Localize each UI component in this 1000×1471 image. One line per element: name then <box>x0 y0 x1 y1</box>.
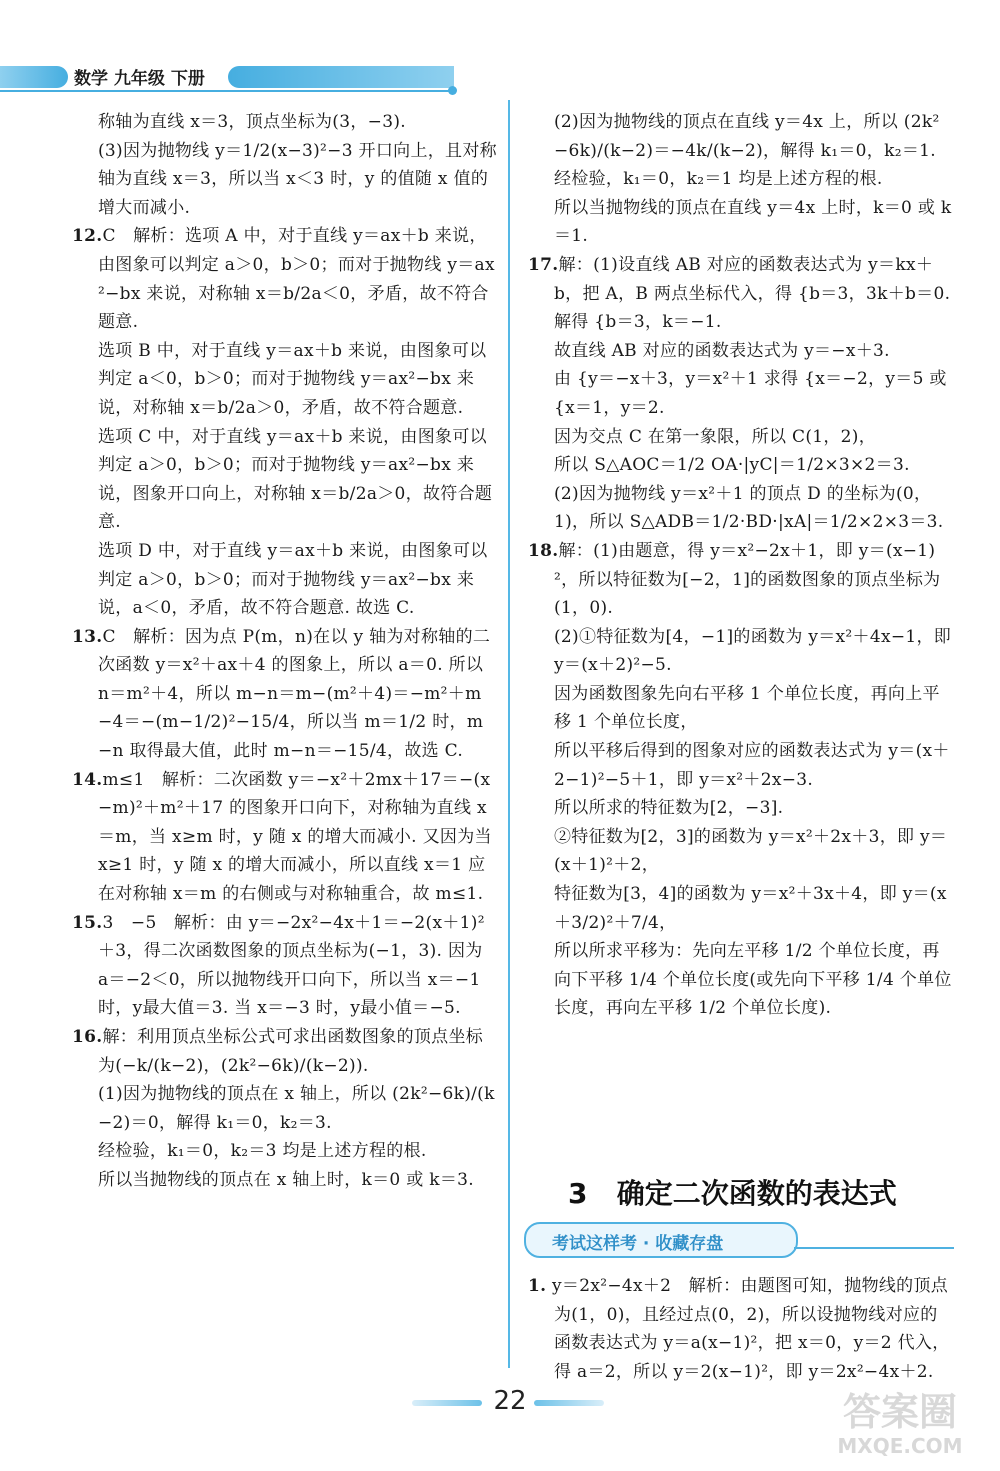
paragraph-text: 所以当抛物线的顶点在直线 y＝4x 上时，k＝0 或 k＝1. <box>554 197 952 247</box>
paragraph <box>528 623 954 680</box>
page-number: 22 <box>493 1386 527 1416</box>
header-dot <box>448 86 457 95</box>
paragraph <box>528 451 954 480</box>
paragraph <box>72 222 498 336</box>
header-rule <box>0 90 450 92</box>
paragraph-text: ②特征数为[2，3]的函数为 y＝x²＋2x＋3，即 y＝(x＋1)²＋2， <box>554 826 948 876</box>
paragraph <box>528 680 954 737</box>
paragraph-text: 称轴为直线 x＝3，顶点坐标为(3，−3). <box>98 112 406 132</box>
paragraph-text: 解：(1)设直线 AB 对应的函数表达式为 y＝kx＋b，把 A，B 两点坐标代入，得 {b＝3，3k＋b＝0. <box>554 254 951 304</box>
paragraph-text: (3)因为抛物线 y＝1/2(x−3)²−3 开口向上，且对称轴为直线 x＝3，所以当 x＜3 时，y 的值随 x 值的增大而减小. <box>98 140 497 218</box>
paragraph-text: 因为函数图象先向右平移 1 个单位长度，再向上平移 1 个单位长度， <box>554 683 940 733</box>
paragraph-text: 所以所求平移为：先向左平移 1/2 个单位长度，再向下平移 1/4 个单位长度(或先向下平移 1/4 个单位长度，再向左平移 1/2 个单位长度). <box>554 941 952 1019</box>
paragraph-text: 选项 D 中，对于直线 y＝ax＋b 来说，由图象可以判定 a＞0，b＞0；而对于抛物线 y＝ax²−bx 来说，a＜0，矛盾，故不符合题意. 故选 C. <box>98 540 488 619</box>
paragraph <box>528 794 954 823</box>
footer-deco-left <box>412 1400 482 1406</box>
paragraph-text: (1)因为抛物线的顶点在 x 轴上，所以 (2k²−6k)/(k−2)＝0，解得 k₁＝0，k₂＝3. <box>98 1084 495 1133</box>
left-column <box>72 108 498 1195</box>
watermark-top: 答案圈 <box>842 1390 957 1434</box>
question-number: 15. <box>72 912 103 933</box>
paragraph <box>72 1166 498 1195</box>
header-title: 数学 九年级 下册 <box>74 69 205 89</box>
paragraph-text: 选项 C 中，对于直线 y＝ax＋b 来说，由图象可以判定 a＞0，b＞0；而对于抛物线 y＝ax²−bx 来说，图象开口向上，对称轴 x＝b/2a＞0，故符合题意. <box>98 426 493 533</box>
paragraph <box>72 1080 498 1137</box>
section-number: 3 <box>568 1177 588 1210</box>
paragraph-text: y＝2x²−4x＋2 解析：由题图可知，抛物线的顶点为(1，0)，且经过点(0，2)，所以设抛物线对应的函数表达式为 y＝a(x−1)²，把 x＝0，y＝2 代入，得 a＝2，所以 y＝2(x−1)²，即 y＝2x²−4x＋2. <box>552 1276 950 1382</box>
paragraph-text: 所以 S△AOC＝1/2 OA·|yC|＝1/2×3×2＝3. <box>554 455 910 476</box>
header-accent-left <box>0 66 68 88</box>
exam-tag-rule <box>794 1247 954 1249</box>
paragraph-text: 解：利用顶点坐标公式可求出函数图象的顶点坐标为(−k/(k−2)，(2k²−6k)/(k−2)). <box>98 1027 484 1076</box>
paragraph-text: C 解析：因为点 P(m，n)在以 y 轴为对称轴的二次函数 y＝x²＋ax＋4 的图象上，所以 a＝0. 所以 n＝m²＋4，所以 m−n＝m−(m²＋4)＝−m²＋m−4＝−(m−1/2)²−15/4，所以当 m＝1/2 时，m−n 取得最大值，此时 m−n＝−15/4，故选 C. <box>98 626 491 762</box>
paragraph-text: 解得 {b＝3，k＝−1. <box>554 312 722 333</box>
paragraph <box>528 537 954 623</box>
paragraph-text: 特征数为[3，4]的函数为 y＝x²＋3x＋4，即 y＝(x＋3/2)²＋7/4， <box>554 884 947 933</box>
paragraph <box>528 880 954 937</box>
question-number: 16. <box>72 1027 103 1047</box>
paragraph-text: 经检验，k₁＝0，k₂＝1 均是上述方程的根. <box>554 169 883 190</box>
paragraph-text: C 解析：选项 A 中，对于直线 y＝ax＋b 来说，由图象可以判定 a＞0，b＞0；而对于抛物线 y＝ax²−bx 来说，对称轴 x＝b/2a＜0，矛盾，故不符合题意. <box>98 226 495 333</box>
page-header <box>0 58 460 92</box>
paragraph-text: 选项 B 中，对于直线 y＝ax＋b 来说，由图象可以判定 a＜0，b＞0；而对于抛物线 y＝ax²−bx 来说，对称轴 x＝b/2a＞0，矛盾，故不符合题意. <box>98 340 487 418</box>
exam-tag <box>524 1222 798 1258</box>
paragraph <box>72 1023 498 1080</box>
paragraph <box>528 423 954 452</box>
paragraph-text: 解：(1)由题意，得 y＝x²−2x＋1，即 y＝(x−1)²，所以特征数为[−2，1]的函数图象的顶点坐标为(1，0). <box>554 540 941 619</box>
paragraph-text: (2)因为抛物线的顶点在直线 y＝4x 上，所以 (2k²−6k)/(k−2)＝−4k/(k−2)，解得 k₁＝0，k₂＝1. <box>554 112 940 161</box>
paragraph <box>528 823 954 880</box>
paragraph <box>72 337 498 423</box>
paragraph-text: (2)因为抛物线 y＝x²＋1 的顶点 D 的坐标为(0，1)，所以 S△ADB＝1/2·BD·|xA|＝1/2×2×3＝3. <box>554 483 944 533</box>
paragraph <box>528 251 954 308</box>
paragraph <box>528 480 954 537</box>
paragraph-text: (2)①特征数为[4，−1]的函数为 y＝x²＋4x−1，即 y＝(x＋2)²−5. <box>554 626 952 676</box>
paragraph-text: 因为交点 C 在第一象限，所以 C(1，2)， <box>554 426 877 447</box>
paragraph <box>72 1137 498 1166</box>
paragraph <box>528 937 954 1023</box>
after-tag-block <box>528 1272 954 1386</box>
exam-tag-label: 考试这样考 · 收藏存盘 <box>552 1234 724 1254</box>
question-number: 13. <box>72 626 103 647</box>
header-accent-right <box>228 66 454 88</box>
paragraph-text: 由 {y＝−x＋3，y＝x²＋1 求得 {x＝−2，y＝5 或 {x＝1，y＝2. <box>554 369 947 418</box>
watermark-bottom: MXQE.COM <box>837 1434 963 1458</box>
paragraph-text: 所以所求的特征数为[2，−3]. <box>554 798 784 819</box>
paragraph <box>72 108 498 137</box>
paragraph <box>528 737 954 794</box>
paragraph <box>72 623 498 766</box>
paragraph <box>72 909 498 1023</box>
paragraph <box>72 537 498 623</box>
paragraph-text: 所以平移后得到的图象对应的函数表达式为 y＝(x＋2−1)²−5＋1，即 y＝x²＋2x−3. <box>554 741 950 790</box>
paragraph <box>72 137 498 223</box>
question-number: 14. <box>72 769 103 790</box>
section-title: 确定二次函数的表达式 <box>616 1177 897 1210</box>
paragraph-text: 所以当抛物线的顶点在 x 轴上时，k＝0 或 k＝3. <box>98 1169 474 1190</box>
paragraph <box>528 308 954 337</box>
right-column <box>528 108 954 1023</box>
question-number: 1. <box>528 1276 547 1296</box>
column-divider <box>508 100 510 1368</box>
paragraph-text: m≤1 解析：二次函数 y＝−x²＋2mx＋17＝−(x−m)²＋m²＋17 的图象开口向下，对称轴为直线 x＝m，当 x≥m 时，y 随 x 的增大而减小. 又因为当 x≥1 时，y 随 x 的增大而减小，所以直线 x＝1 应在对称轴 x＝m 的右侧或与对称轴重合，故 m≤1. <box>98 769 492 905</box>
question-number: 17. <box>528 254 559 275</box>
watermark-logo <box>810 1390 990 1465</box>
question-number: 12. <box>72 226 103 247</box>
section-heading <box>568 1172 897 1212</box>
paragraph-text: 经检验，k₁＝0，k₂＝3 均是上述方程的根. <box>98 1141 427 1162</box>
paragraph <box>528 337 954 366</box>
paragraph-text: 3 −5 解析：由 y＝−2x²−4x＋1＝−2(x＋1)²＋3，得二次函数图象的顶点坐标为(−1，3). 因为 a＝−2＜0，所以抛物线开口向下，所以当 x＝−1 时，y最大值＝3. 当 x＝−3 时，y最小值＝−5. <box>98 912 485 1019</box>
paragraph <box>528 1272 954 1386</box>
question-number: 18. <box>528 540 559 561</box>
paragraph <box>528 365 954 422</box>
paragraph <box>72 766 498 909</box>
paragraph <box>528 194 954 251</box>
paragraph-text: 故直线 AB 对应的函数表达式为 y＝−x＋3. <box>554 340 890 361</box>
paragraph <box>72 423 498 537</box>
paragraph <box>528 165 954 194</box>
footer-deco-right <box>534 1400 604 1406</box>
paragraph <box>528 108 954 165</box>
